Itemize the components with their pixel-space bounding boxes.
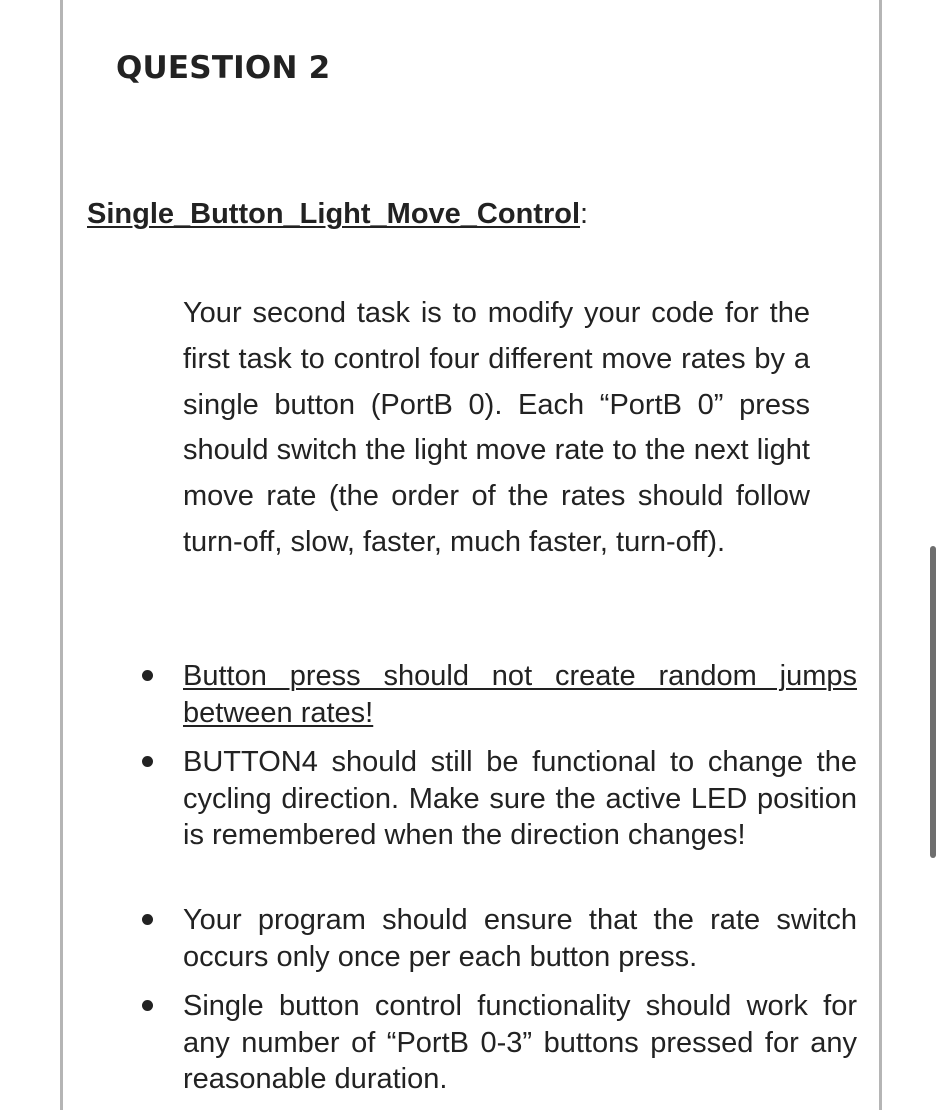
list-item-text: BUTTON4 should still be functional to change the cycling direction. Make sure the active LED position is remembered when the direction changes!	[183, 746, 857, 851]
bullet-icon	[142, 756, 153, 767]
list-item-text: Your program should ensure that the rate switch occurs only once per each button press.	[183, 904, 857, 973]
bullet-icon	[142, 914, 153, 925]
question-title: QUESTION 2	[116, 50, 331, 86]
list-item	[183, 744, 857, 854]
list-item	[183, 988, 857, 1098]
list-item-text: Single button control functionality should work for any number of “PortB 0-3” buttons pressed for any reasonable duration.	[183, 990, 857, 1095]
section-heading-text: Single_Button_Light_Move_Control	[87, 198, 580, 230]
intro-paragraph: Your second task is to modify your code for the first task to control four different move rates by a single button (PortB 0). Each “PortB 0” press should switch the light move rate to the next light move rate (the order of the rates should follow turn-off, slow, faster, much faster, turn-off).	[183, 297, 810, 558]
section-heading	[87, 198, 588, 231]
list-item	[183, 902, 857, 975]
bullet-icon	[142, 670, 153, 681]
section-heading-colon: :	[580, 198, 589, 230]
list-item	[183, 658, 857, 731]
vertical-scrollbar[interactable]	[930, 546, 936, 858]
list-item-text: Button press should not create random jumps between rates!	[183, 660, 857, 729]
bullet-icon	[142, 1000, 153, 1011]
